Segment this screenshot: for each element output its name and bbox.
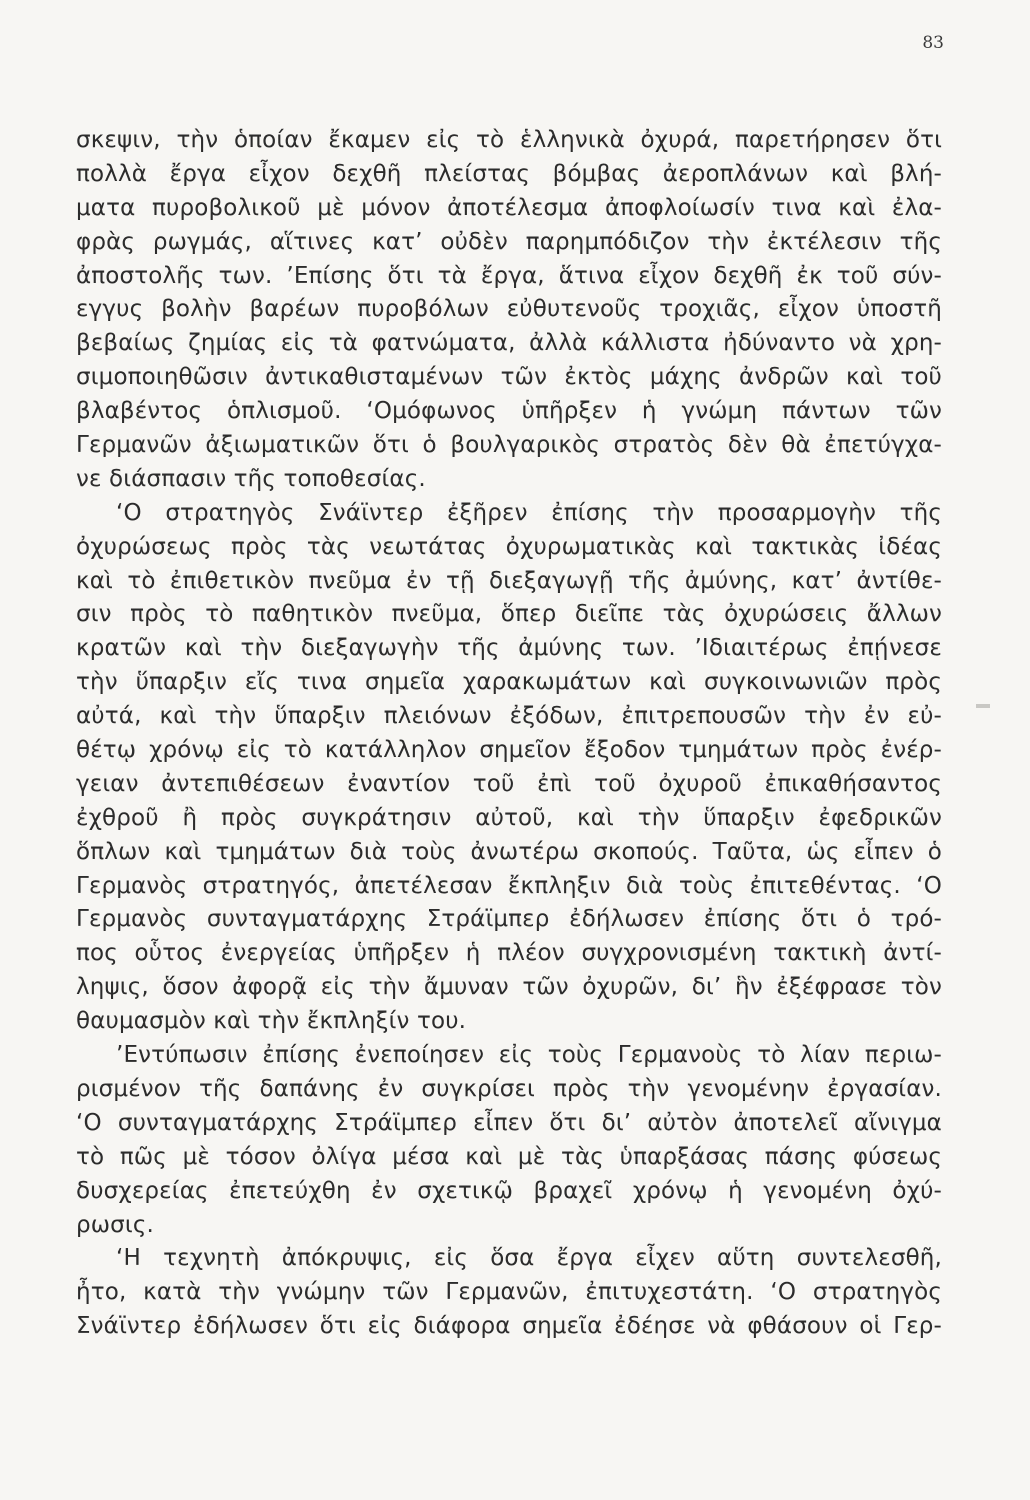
text-line: εγγυς βολὴν βαρέων πυροβόλων εὐθυτενοῦς τροχιᾶς, εἶχον ὑποστῆ <box>76 296 942 323</box>
text-line: φρὰς ρωγμάς, αἵτινες κατ’ οὐδὲν παρημπόδιζον τὴν ἐκτέλεσιν τῆς <box>76 228 942 255</box>
text-line: Γερμανῶν ἀξιωματικῶν ὅτι ὁ βουλγαρικὸς στρατὸς δὲν θὰ ἐπετύγχα- <box>76 432 942 459</box>
text-line: τὴν ὕπαρξιν εἴς τινα σημεῖα χαρακωμάτων καὶ συγκοινωνιῶν πρὸς <box>76 669 942 696</box>
paragraph-start-line: ’Εντύπωσιν ἐπίσης ἐνεποίησεν εἰς τοὺς Γερμανοὺς τὸ λίαν περιω- <box>116 1042 942 1069</box>
text-line: βλαβέντος ὁπλισμοῦ. ‘Ομόφωνος ὑπῆρξεν ἡ γνώμη πάντων τῶν <box>76 398 942 425</box>
text-line: Σνάϊντερ ἐδήλωσεν ὅτι εἰς διάφορα σημεῖα ἐδέησε νὰ φθάσουν οἱ Γερ- <box>76 1313 942 1340</box>
text-line: αὐτά, καὶ τὴν ὕπαρξιν πλειόνων ἐξόδων, ἐπιτρεπουσῶν τὴν ἐν εὐ- <box>76 703 942 730</box>
text-line: πος οὗτος ἐνεργείας ὑπῆρξεν ἡ πλέον συγχρονισμένη τακτικὴ ἀντί- <box>76 940 942 967</box>
paragraph-start-line: ‘Η τεχνητὴ ἀπόκρυψις, εἰς ὅσα ἔργα εἶχεν αὕτη συντελεσθῆ, <box>116 1245 942 1272</box>
text-line: δυσχερείας ἐπετεύχθη ἐν σχετικῷ βραχεῖ χρόνῳ ἡ γενομένη ὀχύ- <box>76 1177 942 1204</box>
text-line: Γερμανὸς συνταγματάρχης Στράϊμπερ ἐδήλωσεν ἐπίσης ὅτι ὁ τρό- <box>76 906 942 933</box>
paragraph-start-line: ‘Ο στρατηγὸς Σνάϊντερ ἐξῆρεν ἐπίσης τὴν προσαρμογὴν τῆς <box>116 499 942 526</box>
body-text <box>76 124 942 1344</box>
text-line: ρωσις. <box>76 1211 154 1238</box>
text-line: σιν πρὸς τὸ παθητικὸν πνεῦμα, ὅπερ διεῖπε τὰς ὀχυρώσεις ἄλλων <box>76 601 942 628</box>
text-line: ρισμένον τῆς δαπάνης ἐν συγκρίσει πρὸς τὴν γενομένην ἐργασίαν. <box>76 1075 942 1102</box>
margin-mark <box>976 704 990 708</box>
text-line: θαυμασμὸν καὶ τὴν ἔκπληξίν του. <box>76 1008 467 1035</box>
text-line: σκεψιν, τὴν ὁποίαν ἔκαμεν εἰς τὸ ἑλληνικὰ ὀχυρά, παρετήρησεν ὅτι <box>76 127 942 153</box>
text-line: ἐχθροῦ ἢ πρὸς συγκράτησιν αὐτοῦ, καὶ τὴν ὕπαρξιν ἐφεδρικῶν <box>76 804 942 831</box>
text-line: ἦτο, κατὰ τὴν γνώμην τῶν Γερμανῶν, ἐπιτυχεστάτη. ‘Ο στρατηγὸς <box>76 1279 942 1306</box>
text-line: γειαν ἀντεπιθέσεων ἐναντίον τοῦ ἐπὶ τοῦ ὀχυροῦ ἐπικαθήσαντος <box>76 770 942 797</box>
text-line: Γερμανὸς στρατηγός, ἀπετέλεσαν ἔκπληξιν διὰ τοὺς ἐπιτεθέντας. ‘Ο <box>76 872 942 899</box>
page-number: 83 <box>922 33 944 53</box>
text-line: νε διάσπασιν τῆς τοποθεσίας. <box>76 465 426 492</box>
text-line: ὅπλων καὶ τμημάτων διὰ τοὺς ἀνωτέρω σκοπούς. Ταῦτα, ὡς εἶπεν ὁ <box>76 838 942 865</box>
text-line: ἀποστολῆς των. ’Επίσης ὅτι τὰ ἔργα, ἅτινα εἶχον δεχθῆ ἐκ τοῦ σύν- <box>76 262 942 289</box>
text-line: πολλὰ ἔργα εἶχον δεχθῆ πλείστας βόμβας ἀεροπλάνων καὶ βλή- <box>76 160 942 187</box>
text-line: τὸ πῶς μὲ τόσον ὀλίγα μέσα καὶ μὲ τὰς ὑπαρξάσας πάσης φύσεως <box>76 1143 942 1170</box>
text-line: ληψις, ὅσον ἀφορᾷ εἰς τὴν ἄμυναν τῶν ὀχυρῶν, δι’ ἣν ἐξέφρασε τὸν <box>76 974 942 1001</box>
text-line: θέτῳ χρόνῳ εἰς τὸ κατάλληλον σημεῖον ἔξοδον τμημάτων πρὸς ἐνέρ- <box>76 737 942 764</box>
text-line: βεβαίως ζημίας εἰς τὰ φατνώματα, ἀλλὰ κάλλιστα ἠδύναντο νὰ χρη- <box>76 330 942 357</box>
text-line: ὀχυρώσεως πρὸς τὰς νεωτάτας ὀχυρωματικὰς καὶ τακτικὰς ἰδέας <box>76 533 942 560</box>
text-line: ‘Ο συνταγματάρχης Στράϊμπερ εἶπεν ὅτι δι’ αὐτὸν ἀποτελεῖ αἴνιγμα <box>76 1109 942 1136</box>
text-line: καὶ τὸ ἐπιθετικὸν πνεῦμα ἐν τῇ διεξαγωγῇ τῆς ἀμύνης, κατ’ ἀντίθε- <box>76 567 942 594</box>
text-line: σιμοποιηθῶσιν ἀντικαθισταμένων τῶν ἐκτὸς μάχης ἀνδρῶν καὶ τοῦ <box>76 364 942 391</box>
text-line: κρατῶν καὶ τὴν διεξαγωγὴν τῆς ἀμύνης των. ’Ιδιαιτέρως ἐπῄνεσε <box>76 635 942 662</box>
text-line: ματα πυροβολικοῦ μὲ μόνον ἀποτέλεσμα ἀποφλοίωσίν τινα καὶ ἐλα- <box>76 194 942 221</box>
